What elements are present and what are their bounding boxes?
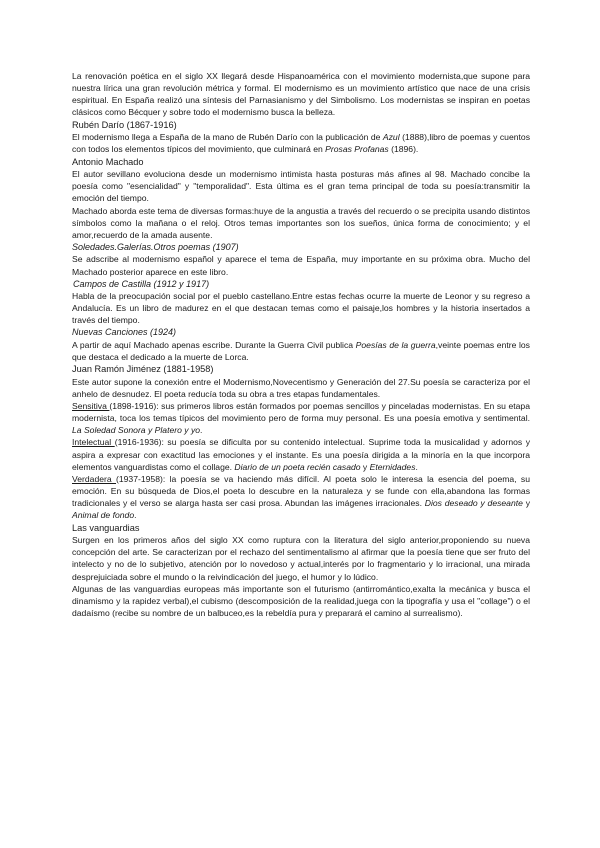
verdadera-label: Verdadera [72, 473, 117, 484]
machado-heading: Antonio Machado [72, 156, 144, 167]
soledades-paragraph: Se adscribe al modernismo español y aparece el tema de España, muy importante en su próxima obra. Mucho del Machado posterior aparece en este libro. [72, 254, 530, 277]
sensitiva-text: (1898-1916): sus primeros libros están formados por poemas sencillos y pinceladas modernistas. En su etapa modernista, toca los temas típicos del movimiento pero de forma muy personal. Es una poesía emotiva y sentimental. [72, 400, 530, 424]
vanguardias-paragraph-1: Surgen en los primeros años del siglo XX como ruptura con la literatura del siglo anterior,proponiendo su nueva concepción del arte. Se caracterizan por el rechazo del sentimentalismo al afirmar que la poesía tiene que ser fruto del intelecto y no de lo subjetivo, atención por lo novedoso y actual,interés por lo fragmentario y lo irracional, una mirada desprejuiciada sobre el mundo o la reivindicación del juego, el humor y lo lúdico. [72, 535, 530, 582]
jimenez-heading: Juan Ramón Jiménez (1881-1958) [72, 364, 214, 375]
sensitiva-paragraph [72, 400, 530, 436]
sensitiva-label: Sensitiva [72, 400, 110, 411]
verdadera-and: y [522, 498, 530, 509]
nuevas-canciones-heading: Nuevas Canciones (1924) [72, 327, 177, 338]
dario-text-1: El modernismo llega a España de la mano de Rubén Darío con la publicación de [72, 132, 383, 143]
prosas-profanas-title: Prosas Profanas [325, 144, 389, 155]
campos-heading: Campos de Castilla (1912 y 1917) [73, 278, 210, 289]
nuevas-canciones-paragraph [72, 339, 530, 363]
verdadera-end: . [134, 510, 137, 521]
intelectual-end: . [415, 461, 418, 472]
verdadera-work-2: Animal de fondo [72, 510, 135, 521]
machado-paragraph-1: El autor sevillano evoluciona desde un modernismo intimista hasta posturas más afines al 98. Machado concibe la poesía como "esencialidad" y "temporalidad". Esta última es el gran tema principal de toda su poesía:transmitir la emoción del tiempo. [72, 169, 530, 204]
intelectual-work-1: Diario de un poeta recién casado [234, 461, 361, 472]
intelectual-label: Intelectual [72, 437, 115, 448]
intelectual-text: (1916-1936): su poesía se dificulta por su contenido intelectual. Suprime toda la musicalidad y adornos y aspira a expresar con exactitud las emociones y el instante. Es una poesía dirigida a la minoría en la que incorpora elementos vanguardistas como el collage. [72, 437, 530, 472]
machado-paragraph-2: Machado aborda este tema de diversas formas:huye de la angustia a través del recuerdo o se precipita usando distintos símbolos como la mañana o el reloj. Otros temas importantes son los sueños, única forma de conocimiento; y el amor,recuerdo de la amada ausente. [72, 205, 530, 240]
intelectual-paragraph [72, 436, 530, 472]
azul-title: Azul [382, 132, 400, 143]
document-page [72, 70, 530, 619]
verdadera-work-1: Dios deseado y deseante [424, 498, 523, 509]
verdadera-text: (1937-1958): la poesía se va haciendo más difícil. Al poeta solo le interesa la esencia del poema, su emoción. En su búsqueda de Dios,el poeta lo descubre en la naturaleza y se funde con ella,abandona las formas tradicionales y el verso se alarga hasta ser casi prosa. Abundan las imágenes irracionales. [72, 473, 531, 509]
nuevas-text-2: ,veinte poemas entre los que destaca el dedicado a la muerte de Lorca. [72, 339, 530, 362]
intro-paragraph: La renovación poética en el siglo XX llegará desde Hispanoamérica con el movimiento modernista,que supone para nuestra lírica una gran revolución métrica y formal. El modernismo es un movimiento artístico que nace de una crisis espiritual. En España realizó una síntesis del Parnasianismo y del Simbolismo. Los modernistas se inspiran en poetas clásicos como Bécquer y sobre todo el modernismo busca la belleza. [72, 71, 530, 118]
vanguardias-paragraph-2: Algunas de las vanguardias europeas más importante son el futurismo (antirromántico,exalta la mecánica y busca el dinamismo y la rapidez verbal),el cubismo (descomposición de la realidad,juega con la tipografía y usa el "collage") o el dadaísmo (recibe su nombre de un balbuceo,es la rebeldía pura y preparará el camino al surrealismo). [72, 583, 530, 619]
poesias-guerra-title: Poesías de la guerra [355, 339, 436, 350]
campos-paragraph: Habla de la preocupación social por el pueblo castellano.Entre estas fechas ocurre la muerte de Leonor y su regreso a Andalucía. Es un libro de madurez en el que destacan temas como el paisaje,los hombres y la historia insertados a través del tiempo. [72, 290, 530, 326]
sensitiva-end: . [200, 425, 203, 436]
dario-text-3: (1896). [388, 144, 419, 155]
dario-heading: Rubén Darío (1867-1916) [72, 119, 177, 130]
intelectual-work-2: Eternidades [369, 461, 416, 472]
verdadera-paragraph [72, 473, 530, 522]
sensitiva-works: La Soledad Sonora y Platero y yo [72, 425, 201, 436]
soledades-heading: Soledades.Galerías.Otros poemas (1907) [72, 242, 239, 253]
dario-text-2: (1888),libro de poemas y cuentos con todos los elementos típicos del movimiento, que culminará en [72, 132, 530, 155]
jimenez-paragraph: Este autor supone la conexión entre el Modernismo,Novecentismo y Generación del 27.Su poesía se caracteriza por el anhelo de desnudez. El poeta reducía toda su obra a tres etapas fundamentales. [72, 376, 530, 399]
vanguardias-heading: Las vanguardias [72, 522, 140, 533]
intelectual-and: y [360, 461, 370, 472]
dario-paragraph [72, 131, 530, 155]
nuevas-text-1: A partir de aquí Machado apenas escribe. Durante la Guerra Civil publica [72, 339, 356, 350]
